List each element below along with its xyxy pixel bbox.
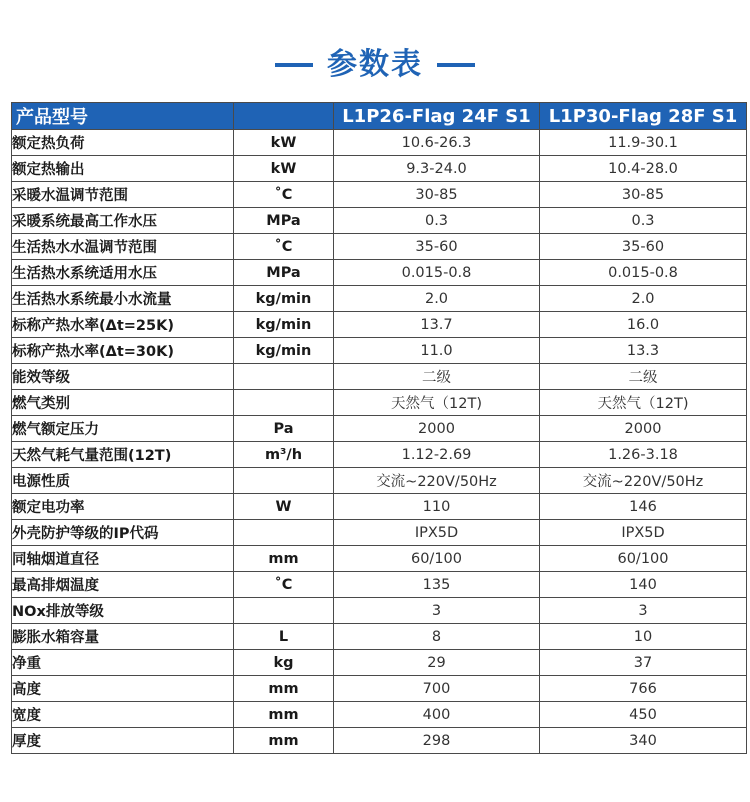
param-value-model-2-cell: 3 [540, 598, 747, 624]
param-value-model-2-cell: 天然气（12T) [540, 390, 747, 416]
table-row [12, 364, 747, 390]
table-header-row [12, 103, 747, 130]
param-name-cell: 生活热水系统适用水压 [12, 260, 234, 286]
param-name-cell: 额定电功率 [12, 494, 234, 520]
param-unit-cell: Pa [234, 416, 334, 442]
param-value-model-2-cell: IPX5D [540, 520, 747, 546]
table-row [12, 442, 747, 468]
table-row [12, 156, 747, 182]
param-value-model-2-cell: 2000 [540, 416, 747, 442]
param-value-model-1-cell: IPX5D [334, 520, 540, 546]
param-value-model-1-cell: 二级 [334, 364, 540, 390]
header-model-2: L1P30-Flag 28F S1 [540, 103, 747, 130]
param-value-model-2-cell: 二级 [540, 364, 747, 390]
param-name-cell: NOx排放等级 [12, 598, 234, 624]
param-unit-cell [234, 468, 334, 494]
table-row [12, 494, 747, 520]
table-row [12, 312, 747, 338]
param-unit-cell: kg [234, 650, 334, 676]
param-value-model-1-cell: 9.3-24.0 [334, 156, 540, 182]
param-value-model-1-cell: 700 [334, 676, 540, 702]
title-right-dash [437, 63, 475, 67]
param-unit-cell: mm [234, 676, 334, 702]
param-unit-cell: ˚C [234, 572, 334, 598]
param-value-model-2-cell: 340 [540, 728, 747, 754]
page-title: 参数表 [327, 47, 423, 82]
param-unit-cell: W [234, 494, 334, 520]
table-row [12, 624, 747, 650]
param-unit-cell: MPa [234, 260, 334, 286]
table-row [12, 546, 747, 572]
param-value-model-2-cell: 16.0 [540, 312, 747, 338]
param-name-cell: 生活热水系统最小水流量 [12, 286, 234, 312]
param-value-model-1-cell: 30-85 [334, 182, 540, 208]
param-unit-cell: mm [234, 546, 334, 572]
table-row [12, 182, 747, 208]
param-unit-cell: ˚C [234, 234, 334, 260]
param-unit-cell [234, 598, 334, 624]
table-row [12, 286, 747, 312]
table-row [12, 416, 747, 442]
param-value-model-1-cell: 35-60 [334, 234, 540, 260]
param-name-cell: 宽度 [12, 702, 234, 728]
param-name-cell: 燃气额定压力 [12, 416, 234, 442]
param-value-model-1-cell: 110 [334, 494, 540, 520]
param-name-cell: 净重 [12, 650, 234, 676]
param-value-model-2-cell: 10 [540, 624, 747, 650]
param-value-model-2-cell: 10.4-28.0 [540, 156, 747, 182]
table-row [12, 702, 747, 728]
param-value-model-1-cell: 0.3 [334, 208, 540, 234]
table-row [12, 676, 747, 702]
param-name-cell: 标称产热水率(Δt=25K) [12, 312, 234, 338]
param-name-cell: 燃气类别 [12, 390, 234, 416]
param-unit-cell: kg/min [234, 286, 334, 312]
header-product-model: 产品型号 [12, 103, 234, 130]
param-value-model-2-cell: 0.3 [540, 208, 747, 234]
spec-table-body [12, 130, 747, 754]
param-value-model-2-cell: 37 [540, 650, 747, 676]
param-value-model-2-cell: 146 [540, 494, 747, 520]
param-name-cell: 最高排烟温度 [12, 572, 234, 598]
param-name-cell: 电源性质 [12, 468, 234, 494]
param-value-model-2-cell: 13.3 [540, 338, 747, 364]
param-value-model-1-cell: 13.7 [334, 312, 540, 338]
param-value-model-2-cell: 1.26-3.18 [540, 442, 747, 468]
spec-table [11, 102, 747, 754]
param-unit-cell: mm [234, 728, 334, 754]
table-row [12, 208, 747, 234]
param-name-cell: 膨胀水箱容量 [12, 624, 234, 650]
param-unit-cell: kg/min [234, 338, 334, 364]
param-unit-cell: kg/min [234, 312, 334, 338]
table-row [12, 520, 747, 546]
param-value-model-2-cell: 30-85 [540, 182, 747, 208]
table-row [12, 130, 747, 156]
param-name-cell: 标称产热水率(Δt=30K) [12, 338, 234, 364]
param-value-model-1-cell: 135 [334, 572, 540, 598]
param-value-model-1-cell: 2.0 [334, 286, 540, 312]
header-model-1: L1P26-Flag 24F S1 [334, 103, 540, 130]
param-value-model-1-cell: 1.12-2.69 [334, 442, 540, 468]
param-value-model-1-cell: 298 [334, 728, 540, 754]
param-value-model-2-cell: 11.9-30.1 [540, 130, 747, 156]
table-row [12, 234, 747, 260]
param-name-cell: 同轴烟道直径 [12, 546, 234, 572]
param-value-model-1-cell: 10.6-26.3 [334, 130, 540, 156]
param-unit-cell [234, 520, 334, 546]
table-row [12, 338, 747, 364]
param-unit-cell [234, 364, 334, 390]
param-value-model-1-cell: 3 [334, 598, 540, 624]
param-name-cell: 能效等级 [12, 364, 234, 390]
param-value-model-1-cell: 11.0 [334, 338, 540, 364]
param-value-model-2-cell: 140 [540, 572, 747, 598]
table-row [12, 650, 747, 676]
table-row [12, 260, 747, 286]
param-unit-cell: m³/h [234, 442, 334, 468]
param-name-cell: 生活热水水温调节范围 [12, 234, 234, 260]
param-value-model-1-cell: 60/100 [334, 546, 540, 572]
param-name-cell: 额定热输出 [12, 156, 234, 182]
param-value-model-2-cell: 60/100 [540, 546, 747, 572]
page-title-bar [0, 40, 750, 90]
param-name-cell: 厚度 [12, 728, 234, 754]
param-name-cell: 采暖水温调节范围 [12, 182, 234, 208]
table-row [12, 390, 747, 416]
param-value-model-2-cell: 2.0 [540, 286, 747, 312]
title-left-dash [275, 63, 313, 67]
param-unit-cell: ˚C [234, 182, 334, 208]
param-name-cell: 采暖系统最高工作水压 [12, 208, 234, 234]
table-row [12, 728, 747, 754]
param-value-model-1-cell: 0.015-0.8 [334, 260, 540, 286]
table-row [12, 598, 747, 624]
param-value-model-1-cell: 400 [334, 702, 540, 728]
param-value-model-2-cell: 35-60 [540, 234, 747, 260]
param-unit-cell: kW [234, 130, 334, 156]
param-unit-cell: mm [234, 702, 334, 728]
param-unit-cell: L [234, 624, 334, 650]
param-unit-cell: kW [234, 156, 334, 182]
param-value-model-1-cell: 天然气（12T) [334, 390, 540, 416]
param-value-model-1-cell: 29 [334, 650, 540, 676]
param-value-model-2-cell: 0.015-0.8 [540, 260, 747, 286]
param-value-model-2-cell: 450 [540, 702, 747, 728]
param-name-cell: 额定热负荷 [12, 130, 234, 156]
param-value-model-2-cell: 交流~220V/50Hz [540, 468, 747, 494]
param-value-model-1-cell: 8 [334, 624, 540, 650]
table-row [12, 468, 747, 494]
param-name-cell: 高度 [12, 676, 234, 702]
param-unit-cell: MPa [234, 208, 334, 234]
param-name-cell: 外壳防护等级的IP代码 [12, 520, 234, 546]
param-value-model-2-cell: 766 [540, 676, 747, 702]
param-value-model-1-cell: 2000 [334, 416, 540, 442]
param-name-cell: 天然气耗气量范围(12T) [12, 442, 234, 468]
table-row [12, 572, 747, 598]
param-value-model-1-cell: 交流~220V/50Hz [334, 468, 540, 494]
param-unit-cell [234, 390, 334, 416]
header-unit [234, 103, 334, 130]
